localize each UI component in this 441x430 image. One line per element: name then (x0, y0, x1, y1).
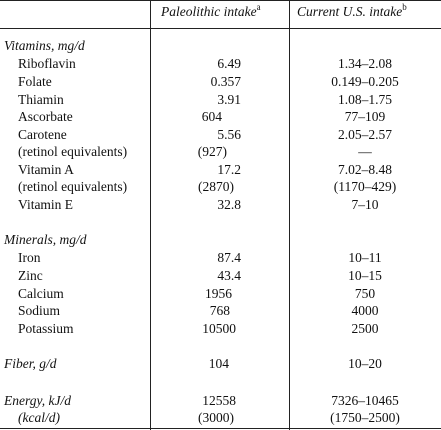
paleolithic-value: 43.4 (217, 268, 241, 283)
row-label: Potassium (18, 321, 74, 336)
paleolithic-value: (927) (197, 144, 227, 159)
current-value: 7326–10465 (331, 393, 399, 408)
table-row (0, 231, 441, 248)
paleolithic-value: 1956 (205, 286, 232, 301)
table-header-rule (0, 28, 441, 29)
row-label: Zinc (18, 268, 43, 283)
current-value: 750 (354, 286, 376, 301)
paleolithic-value: 6.49 (217, 56, 241, 71)
paleolithic-intake-header: Paleolithic intake$^a$ (161, 1, 261, 19)
row-label: Carotene (18, 127, 67, 142)
paleolithic-value: 104 (208, 356, 229, 371)
current-value: — (358, 144, 372, 159)
table-row (0, 302, 441, 319)
row-label: Calcium (18, 286, 64, 301)
current-value: (1750–2500) (330, 410, 400, 425)
row-label: Thiamin (18, 92, 64, 107)
section-label: Energy, kJ/d (4, 393, 71, 408)
row-label: Vitamin A (18, 162, 74, 177)
paleolithic-value: 12558 (202, 393, 236, 408)
current-value: 1.34–2.08 (338, 56, 392, 71)
current-value: 4000 (351, 303, 379, 318)
paleolithic-value: 604 (201, 109, 222, 124)
table-row (0, 73, 441, 90)
row-label: Riboflavin (18, 56, 76, 71)
paleolithic-value: 87.4 (217, 250, 241, 265)
table-row (0, 267, 441, 284)
current-value: 7.02–8.48 (338, 162, 392, 177)
table-row (0, 126, 441, 143)
paleolithic-footnote-marker: a (256, 1, 261, 12)
row-label: (retinol equivalents) (18, 179, 128, 194)
current-value: 10–15 (348, 268, 382, 283)
table-row (0, 409, 441, 426)
row-label: Sodium (18, 303, 61, 318)
current-value: 2500 (351, 321, 379, 336)
table-row (0, 320, 441, 337)
paleolithic-value: 10500 (202, 321, 236, 336)
paleolithic-value: (2870) (198, 179, 234, 194)
paleolithic-value: 17.2 (217, 162, 241, 177)
paleolithic-value: 0.357 (210, 74, 241, 89)
row-label: Ascorbate (18, 109, 73, 124)
current-value: 2.05–2.57 (338, 127, 392, 142)
section-sub-label: (kcal/d) (18, 410, 60, 425)
table-row (0, 392, 441, 409)
current-value: 7–10 (351, 197, 379, 212)
table-row (0, 108, 441, 125)
paleolithic-value: (3000) (198, 410, 234, 425)
paleolithic-value: 3.91 (217, 92, 241, 107)
current-value: 10–11 (348, 250, 382, 265)
row-label: (retinol equivalents) (18, 144, 128, 159)
paleolithic-value: 32.8 (217, 197, 241, 212)
section-label: Fiber, g/d (4, 356, 57, 371)
row-label: Folate (18, 74, 52, 89)
table-row (0, 37, 441, 54)
current-value: 0.149–0.205 (331, 74, 399, 89)
table-bottom-rule (0, 428, 441, 429)
row-label: Vitamin E (18, 197, 74, 212)
row-label: Iron (18, 250, 41, 265)
table-row (0, 178, 441, 195)
current-value: 10–20 (348, 356, 382, 371)
table-row (0, 249, 441, 266)
paleolithic-value: 768 (209, 303, 230, 318)
table-row (0, 355, 441, 372)
paleolithic-value: 5.56 (217, 127, 241, 142)
current-value: (1170–429) (333, 179, 397, 194)
table-row (0, 55, 441, 72)
section-label: Minerals, mg/d (4, 232, 87, 247)
current-value: 77–109 (344, 109, 386, 124)
current-value: 1.08–1.75 (338, 92, 392, 107)
table-row (0, 161, 441, 178)
table-row (0, 143, 441, 160)
table-top-rule (0, 0, 441, 1)
current-intake-header: Current U.S. intake$^b$ (297, 1, 407, 19)
current-footnote-marker: b (402, 1, 407, 12)
table-row (0, 196, 441, 213)
table-row (0, 285, 441, 302)
table-row (0, 91, 441, 108)
section-label: Vitamins, mg/d (4, 38, 85, 53)
